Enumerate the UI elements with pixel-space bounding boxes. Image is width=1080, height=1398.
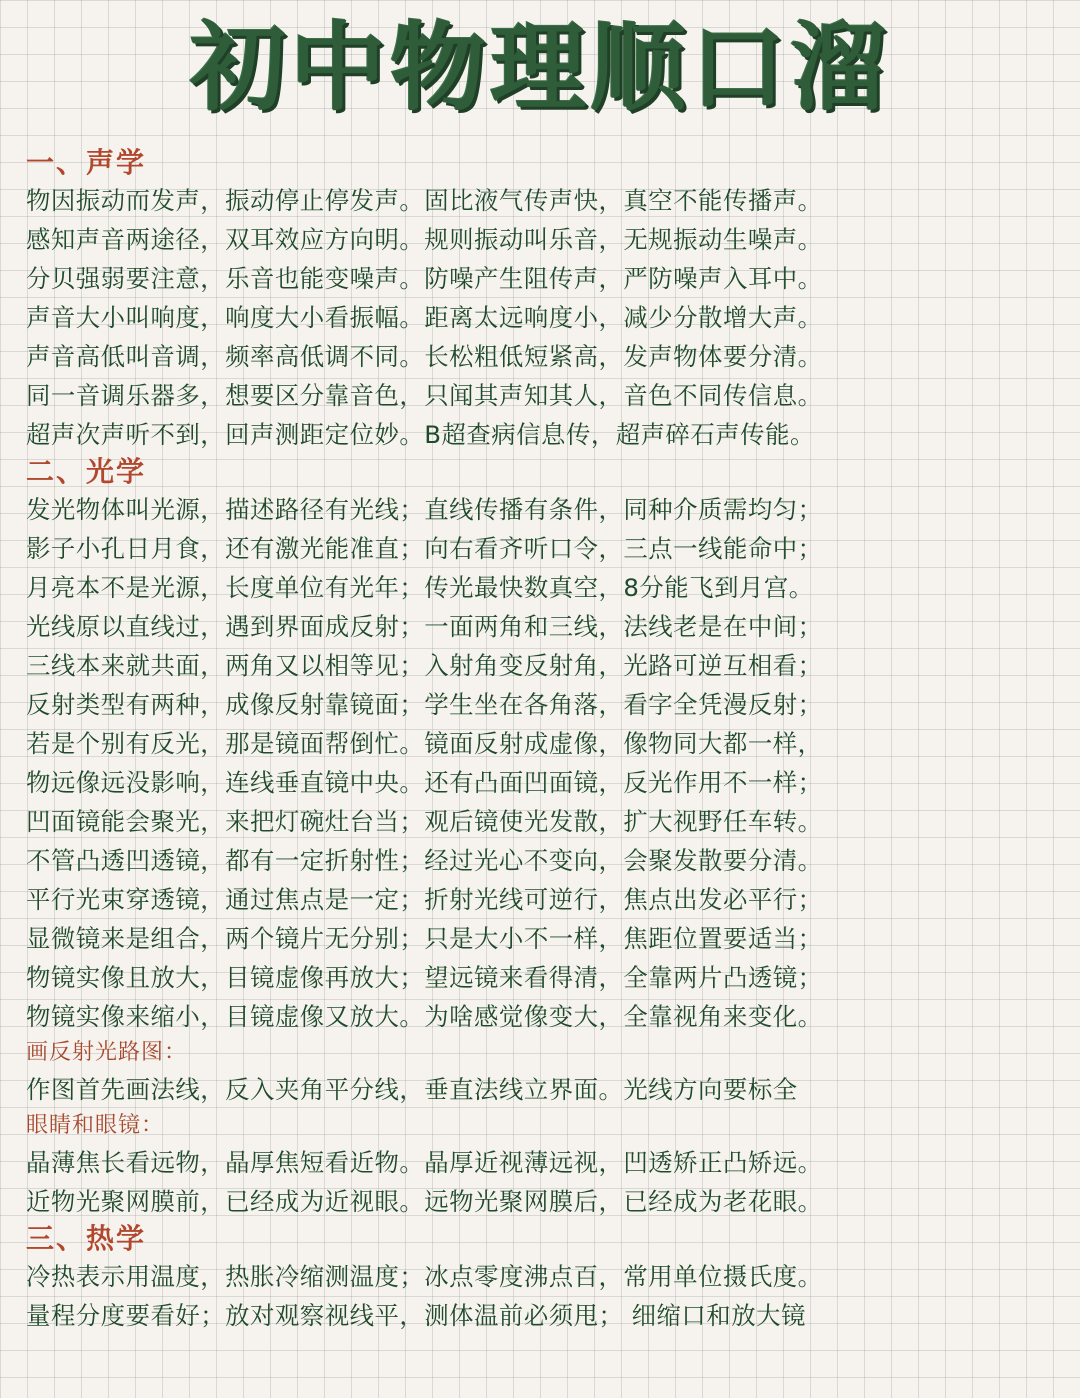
verse-line: 超声次声听不到，回声测距定位妙。B超查病信息传，超声碎石声传能。	[26, 420, 815, 449]
verse-line: 物因振动而发声，振动停止停发声。固比液气传声快，真空不能传播声。	[26, 186, 823, 215]
verse-line: 光线原以直线过，遇到界面成反射；一面两角和三线，法线老是在中间；	[26, 612, 823, 641]
verse-line: 晶薄焦长看远物，晶厚焦短看近物。晶厚近视薄远视，凹透矫正凸矫远。	[26, 1148, 823, 1177]
verse-line: 影子小孔日月食，还有激光能准直；向右看齐听口令，三点一线能命中；	[26, 534, 823, 563]
verse-line: 物远像远没影响，连线垂直镜中央。还有凸面凹面镜，反光作用不一样；	[26, 768, 823, 797]
section-header-optics: 二、光学	[26, 455, 147, 488]
section-header-acoustics: 一、声学	[26, 146, 147, 179]
verse-line: 物镜实像且放大，目镜虚像再放大；望远镜来看得清，全靠两片凸透镜；	[26, 963, 823, 992]
verse-line: 反射类型有两种，成像反射靠镜面；学生坐在各角落，看字全凭漫反射；	[26, 690, 823, 719]
verse-line: 发光物体叫光源，描述路径有光线；直线传播有条件，同种介质需均匀；	[26, 495, 823, 524]
verse-line: 冷热表示用温度，热胀冷缩测温度；冰点零度沸点百，常用单位摄氏度。	[26, 1262, 823, 1291]
verse-line: 月亮本不是光源，长度单位有光年；传光最快数真空，8分能飞到月宫。	[26, 573, 814, 602]
verse-line: 分贝强弱要注意，乐音也能变噪声。防噪产生阻传声，严防噪声入耳中。	[26, 264, 823, 293]
verse-line: 显微镜来是组合，两个镜片无分别；只是大小不一样，焦距位置要适当；	[26, 924, 823, 953]
page-title: 初中物理顺口溜	[190, 12, 890, 124]
subheader-reflection-diagram: 画反射光路图：	[26, 1040, 188, 1065]
subheader-eyes-and-glasses: 眼睛和眼镜：	[26, 1113, 165, 1138]
verse-line: 声音大小叫响度，响度大小看振幅。距离太远响度小，减少分散增大声。	[26, 303, 823, 332]
verse-line: 不管凸透凹透镜，都有一定折射性；经过光心不变向，会聚发散要分清。	[26, 846, 823, 875]
section-header-thermodynamics: 三、热学	[26, 1222, 147, 1255]
verse-line: 凹面镜能会聚光，来把灯碗灶台当；观后镜使光发散，扩大视野任车转。	[26, 807, 823, 836]
verse-line: 同一音调乐器多，想要区分靠音色，只闻其声知其人，音色不同传信息。	[26, 381, 823, 410]
verse-line: 量程分度要看好；放对观察视线平，测体温前必须甩； 细缩口和放大镜	[26, 1301, 806, 1330]
verse-line: 平行光束穿透镜，通过焦点是一定；折射光线可逆行，焦点出发必平行；	[26, 885, 823, 914]
poem-content	[26, 145, 1060, 1335]
verse-line: 声音高低叫音调，频率高低调不同。长松粗低短紧高，发声物体要分清。	[26, 342, 823, 371]
verse-line: 三线本来就共面，两角又以相等见；入射角变反射角，光路可逆互相看；	[26, 651, 823, 680]
verse-line: 作图首先画法线，反入夹角平分线，垂直法线立界面。光线方向要标全	[26, 1075, 798, 1104]
verse-line: 近物光聚网膜前，已经成为近视眼。远物光聚网膜后，已经成为老花眼。	[26, 1187, 823, 1216]
verse-line: 感知声音两途径，双耳效应方向明。规则振动叫乐音，无规振动生噪声。	[26, 225, 823, 254]
verse-line: 物镜实像来缩小，目镜虚像又放大。为啥感觉像变大，全靠视角来变化。	[26, 1002, 823, 1031]
verse-line: 若是个别有反光，那是镜面帮倒忙。镜面反射成虚像，像物同大都一样，	[26, 729, 823, 758]
